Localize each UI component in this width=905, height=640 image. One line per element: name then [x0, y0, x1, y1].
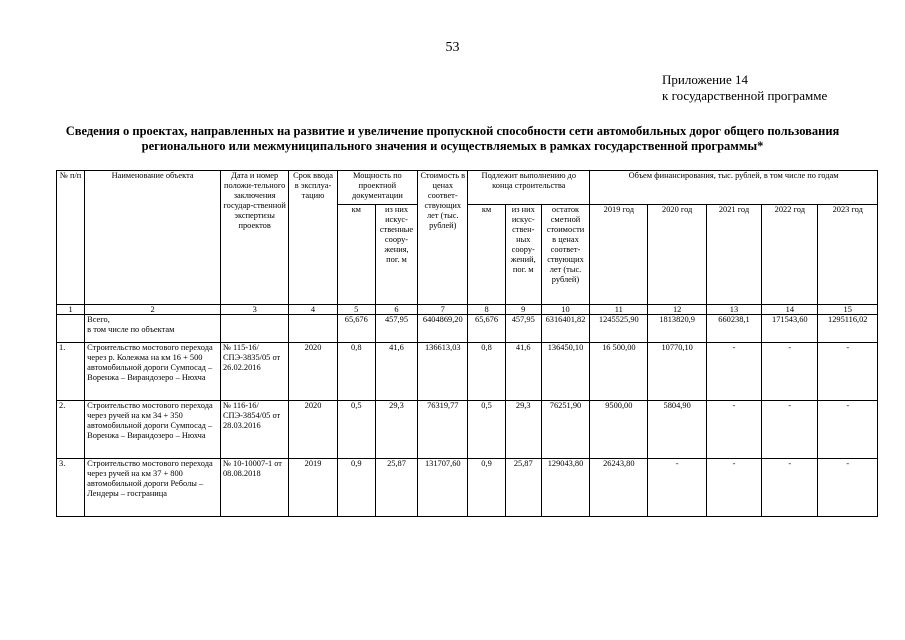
row-term: 2020 — [289, 343, 337, 401]
row-remain-art: 25,87 — [505, 459, 541, 517]
header-num: № п/п — [57, 171, 85, 305]
index-cell: 3 — [220, 305, 288, 315]
header-term: Срок ввода в эксплуа-тацию — [289, 171, 337, 305]
row-date: № 115-16/ СПЭ-3835/05 от 26.02.2016 — [220, 343, 288, 401]
total-2019: 1245525,90 — [590, 315, 648, 343]
index-cell: 12 — [648, 305, 706, 315]
header-cost: Стоимость в ценах соответ-ствующих лет (тыс. рублей) — [418, 171, 468, 305]
index-cell: 1 — [57, 305, 85, 315]
index-cell: 9 — [505, 305, 541, 315]
total-remain-km: 65,676 — [468, 315, 505, 343]
appendix-line-1: Приложение 14 — [662, 72, 749, 87]
row-term: 2020 — [289, 401, 337, 459]
row-cost: 76319,77 — [418, 401, 468, 459]
total-num — [57, 315, 85, 343]
table-row — [57, 459, 878, 517]
row-2019: 9500,00 — [590, 401, 648, 459]
row-remain-art: 29,3 — [505, 401, 541, 459]
index-cell: 15 — [818, 305, 878, 315]
row-2023: - — [818, 343, 878, 401]
header-year-2022: 2022 год — [762, 205, 818, 305]
row-term: 2019 — [289, 459, 337, 517]
row-km: 0,8 — [337, 343, 375, 401]
row-num: 3. — [57, 459, 85, 517]
row-2022: - — [762, 459, 818, 517]
total-2021: 660238,1 — [706, 315, 761, 343]
total-date — [220, 315, 288, 343]
row-remain-km: 0,5 — [468, 401, 505, 459]
header-remain: Подлежит выполнению до конца строительства — [468, 171, 590, 205]
total-term — [289, 315, 337, 343]
index-cell: 11 — [590, 305, 648, 315]
header-name: Наименование объекта — [85, 171, 221, 305]
row-2021: - — [706, 459, 761, 517]
row-remain-art: 41,6 — [505, 343, 541, 401]
row-art: 25,87 — [375, 459, 417, 517]
total-label: Всего, в том числе по объектам — [85, 315, 221, 343]
row-remain-km: 0,8 — [468, 343, 505, 401]
index-cell: 2 — [85, 305, 221, 315]
header-power: Мощность по проектной документации — [337, 171, 417, 205]
table-row — [57, 343, 878, 401]
header-power-km: км — [337, 205, 375, 305]
row-name: Строительство мостового перехода через ручей на км 34 + 350 автомобильной дороги Сумпосад – Воренжа – Вирандозеро – Нюхча — [85, 401, 221, 459]
total-2023: 1295116,02 — [818, 315, 878, 343]
header-remain-km: км — [468, 205, 505, 305]
header-finance: Объем финансирования, тыс. рублей, в том числе по годам — [590, 171, 878, 205]
appendix-line-2: к государственной программе — [662, 88, 828, 103]
row-2021: - — [706, 401, 761, 459]
row-cost: 136613,03 — [418, 343, 468, 401]
header-year-2019: 2019 год — [590, 205, 648, 305]
header-remain-cost: остаток сметной стоимости в ценах соответ-ствующих лет (тыс. рублей) — [541, 205, 589, 305]
row-art: 29,3 — [375, 401, 417, 459]
row-2023: - — [818, 401, 878, 459]
index-cell: 8 — [468, 305, 505, 315]
row-2020: 5804,90 — [648, 401, 706, 459]
total-km: 65,676 — [337, 315, 375, 343]
index-cell: 10 — [541, 305, 589, 315]
row-num: 2. — [57, 401, 85, 459]
page-number: 53 — [445, 40, 460, 55]
total-row — [57, 315, 878, 343]
appendix-note — [662, 72, 827, 104]
row-remain-cost: 129043,80 — [541, 459, 589, 517]
total-2020: 1813820,9 — [648, 315, 706, 343]
header-power-art: из них искус-ственные соору-жения, пог. м — [375, 205, 417, 305]
row-num: 1. — [57, 343, 85, 401]
total-2022: 171543,60 — [762, 315, 818, 343]
header-year-2023: 2023 год — [818, 205, 878, 305]
projects-table — [56, 170, 878, 517]
total-remain-cost: 6316401,82 — [541, 315, 589, 343]
total-remain-art: 457,95 — [505, 315, 541, 343]
row-remain-km: 0,9 — [468, 459, 505, 517]
header-year-2020: 2020 год — [648, 205, 706, 305]
index-cell: 5 — [337, 305, 375, 315]
total-art: 457,95 — [375, 315, 417, 343]
row-remain-cost: 76251,90 — [541, 401, 589, 459]
row-2019: 26243,80 — [590, 459, 648, 517]
row-art: 41,6 — [375, 343, 417, 401]
row-2023: - — [818, 459, 878, 517]
header-date: Дата и номер положи-тельного заключения государ-ственной экспертизы проектов — [220, 171, 288, 305]
row-2020: 10770,10 — [648, 343, 706, 401]
row-2022: - — [762, 343, 818, 401]
index-cell: 13 — [706, 305, 761, 315]
document-title: Сведения о проектах, направленных на развитие и увеличение пропускной способности сети автомобильных дорог общего пользования регионального или межмуниципального значения и осуществляемых в рамках государственной программы* — [65, 124, 840, 153]
row-name: Строительство мостового перехода через ручей на км 37 + 800 автомобильной дороги Реболы – Лендеры – госграница — [85, 459, 221, 517]
row-2022: - — [762, 401, 818, 459]
row-date: № 116-16/ СПЭ-3854/05 от 28.03.2016 — [220, 401, 288, 459]
row-name: Строительство мостового перехода через р. Колежма на км 16 + 500 автомобильной дороги Сумпосад – Воренжа – Вирандозеро – Нюхча — [85, 343, 221, 401]
index-cell: 14 — [762, 305, 818, 315]
header-remain-art: из них искус-ствен-ных соору-жений, пог. м — [505, 205, 541, 305]
row-km: 0,9 — [337, 459, 375, 517]
table-row — [57, 401, 878, 459]
row-date: № 10-10007-1 от 08.08.2018 — [220, 459, 288, 517]
index-cell: 4 — [289, 305, 337, 315]
row-2021: - — [706, 343, 761, 401]
row-2020: - — [648, 459, 706, 517]
row-km: 0,5 — [337, 401, 375, 459]
row-remain-cost: 136450,10 — [541, 343, 589, 401]
index-cell: 7 — [418, 305, 468, 315]
index-row — [57, 305, 878, 315]
row-2019: 16 500,00 — [590, 343, 648, 401]
header-year-2021: 2021 год — [706, 205, 761, 305]
index-cell: 6 — [375, 305, 417, 315]
row-cost: 131707,60 — [418, 459, 468, 517]
total-cost: 6404869,20 — [418, 315, 468, 343]
header-row-1 — [57, 171, 878, 205]
